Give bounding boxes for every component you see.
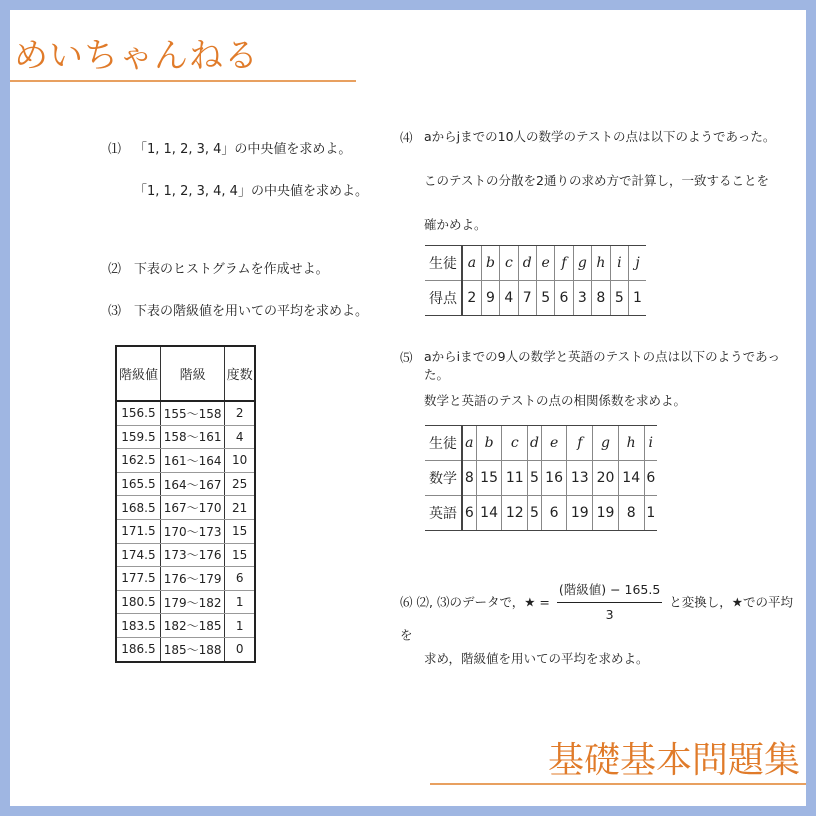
- collection-title: 基礎基本問題集: [547, 740, 800, 781]
- table-cell: f: [555, 246, 573, 281]
- table-cell: 5: [536, 281, 554, 316]
- table-cell: 5: [528, 496, 542, 531]
- table-cell: 176～179: [160, 567, 224, 591]
- table-row: [425, 246, 646, 281]
- table-cell: g: [573, 246, 591, 281]
- table-cell: 13: [567, 461, 593, 496]
- q6-pre: ⑵, ⑶のデータで，★ =: [416, 594, 550, 610]
- table-cell: 16: [541, 461, 567, 496]
- table-cell: 183.5: [116, 614, 160, 638]
- table-row: [116, 567, 255, 591]
- table-row: [116, 614, 255, 638]
- table-row: [425, 426, 657, 461]
- table-cell: 21: [225, 496, 255, 520]
- table-cell: 159.5: [116, 425, 160, 449]
- table-cell: b: [481, 246, 499, 281]
- table-cell: 4: [225, 425, 255, 449]
- table-cell: 階級: [160, 346, 224, 401]
- table-cell: 1: [644, 496, 657, 531]
- table-cell: h: [592, 246, 611, 281]
- table-cell: 20: [593, 461, 619, 496]
- table-cell: 8: [592, 281, 611, 316]
- q5-number: ⑸: [400, 350, 413, 365]
- table-cell: 15: [225, 519, 255, 543]
- table-cell: 185～188: [160, 637, 224, 661]
- q5-line2: 数学と英語のテストの点の相関係数を求めよ。: [424, 393, 687, 408]
- q1-line1: 「1, 1, 2, 3, 4」の中央値を求めよ。: [134, 142, 352, 157]
- table-cell: 174.5: [116, 543, 160, 567]
- table-cell: 4: [500, 281, 518, 316]
- q1-number: ⑴: [108, 142, 122, 157]
- q1-line2: 「1, 1, 2, 3, 4, 4」の中央値を求めよ。: [134, 184, 368, 199]
- q2-text: 下表のヒストグラムを作成せよ。: [134, 262, 329, 277]
- table-cell: 182～185: [160, 614, 224, 638]
- footer-underline: [430, 783, 806, 785]
- table-cell: 8: [618, 496, 644, 531]
- table-cell: 25: [225, 472, 255, 496]
- table-cell: 生徒: [425, 246, 462, 281]
- table-cell: 167～170: [160, 496, 224, 520]
- table-cell: i: [610, 246, 628, 281]
- q4-line3: 確かめよ。: [424, 217, 487, 232]
- table-cell: e: [536, 246, 554, 281]
- table-cell: a: [462, 246, 481, 281]
- table-cell: h: [618, 426, 644, 461]
- table-cell: 186.5: [116, 637, 160, 661]
- frequency-table: [115, 345, 256, 663]
- table-cell: 度数: [225, 346, 255, 401]
- q4-line2: このテストの分散を2通りの求め方で計算し，一致することを: [424, 173, 769, 188]
- table-cell: 156.5: [116, 401, 160, 425]
- q3-number: ⑶: [108, 304, 122, 319]
- title-underline: [10, 80, 356, 82]
- table-row: [425, 281, 646, 316]
- fraction-numerator: (階級値) − 165.5: [557, 580, 662, 603]
- table-cell: g: [593, 426, 619, 461]
- table-cell: 得点: [425, 281, 462, 316]
- table-cell: 6: [555, 281, 573, 316]
- q3-text: 下表の階級値を用いての平均を求めよ。: [134, 304, 369, 319]
- table-cell: 9: [481, 281, 499, 316]
- table-cell: 8: [462, 461, 476, 496]
- table-cell: 1: [225, 614, 255, 638]
- table-cell: 164～167: [160, 472, 224, 496]
- table-cell: 179～182: [160, 590, 224, 614]
- table-row: [116, 543, 255, 567]
- table-cell: 155～158: [160, 401, 224, 425]
- q6-line2: 求め，階級値を用いての平均を求めよ。: [424, 651, 649, 666]
- table-cell: 数学: [425, 461, 462, 496]
- table-row: [425, 461, 657, 496]
- table-cell: 1: [629, 281, 647, 316]
- table-row: [425, 496, 657, 531]
- table-cell: 158～161: [160, 425, 224, 449]
- table-cell: 6: [541, 496, 567, 531]
- table-cell: 1: [225, 590, 255, 614]
- table-cell: 19: [593, 496, 619, 531]
- table-cell: 14: [476, 496, 502, 531]
- q5-line1: aからiまでの9人の数学と英語のテストの点は以下のようであった。: [424, 349, 780, 382]
- fraction: [557, 580, 662, 625]
- table-cell: 0: [225, 637, 255, 661]
- table-cell: 168.5: [116, 496, 160, 520]
- table-cell: 180.5: [116, 590, 160, 614]
- table-header-row: [116, 346, 255, 401]
- table-cell: b: [476, 426, 502, 461]
- table-cell: 170～173: [160, 519, 224, 543]
- table-row: [116, 496, 255, 520]
- table-cell: 6: [225, 567, 255, 591]
- table-cell: e: [541, 426, 567, 461]
- table-cell: 165.5: [116, 472, 160, 496]
- table-cell: c: [500, 246, 518, 281]
- q6-post: と変換し，★での平均を: [400, 594, 794, 643]
- table-cell: 171.5: [116, 519, 160, 543]
- table-cell: 2: [225, 401, 255, 425]
- table-cell: 14: [618, 461, 644, 496]
- table-cell: 15: [476, 461, 502, 496]
- table-cell: i: [644, 426, 657, 461]
- table-row: [116, 472, 255, 496]
- table-cell: 19: [567, 496, 593, 531]
- table-cell: 階級値: [116, 346, 160, 401]
- table-cell: 162.5: [116, 449, 160, 473]
- table-cell: 6: [644, 461, 657, 496]
- table-cell: 5: [610, 281, 628, 316]
- math-english-table: [425, 425, 657, 531]
- table-cell: c: [502, 426, 528, 461]
- table-cell: a: [462, 426, 476, 461]
- table-cell: 5: [528, 461, 542, 496]
- table-row: [116, 401, 255, 425]
- worksheet-page: [10, 10, 806, 806]
- table-cell: 177.5: [116, 567, 160, 591]
- table-cell: 生徒: [425, 426, 462, 461]
- scores-table: [425, 245, 646, 316]
- table-cell: f: [567, 426, 593, 461]
- fraction-denominator: 3: [605, 607, 614, 622]
- table-cell: 2: [462, 281, 481, 316]
- table-cell: 15: [225, 543, 255, 567]
- table-cell: 161～164: [160, 449, 224, 473]
- q6-line1: [400, 580, 795, 646]
- q4-number: ⑷: [400, 130, 413, 145]
- table-row: [116, 425, 255, 449]
- table-cell: 10: [225, 449, 255, 473]
- table-cell: 173～176: [160, 543, 224, 567]
- channel-title: めいちゃんねる: [14, 36, 259, 76]
- table-cell: d: [518, 246, 536, 281]
- table-row: [116, 519, 255, 543]
- table-cell: 7: [518, 281, 536, 316]
- table-cell: 6: [462, 496, 476, 531]
- table-cell: 12: [502, 496, 528, 531]
- table-cell: j: [629, 246, 647, 281]
- table-cell: d: [528, 426, 542, 461]
- q4-line1: aからjまでの10人の数学のテストの点は以下のようであった。: [424, 129, 776, 144]
- table-row: [116, 637, 255, 661]
- table-row: [116, 449, 255, 473]
- q6-number: ⑹: [400, 594, 413, 610]
- table-cell: 11: [502, 461, 528, 496]
- q2-number: ⑵: [108, 262, 122, 277]
- table-cell: 英語: [425, 496, 462, 531]
- table-cell: 3: [573, 281, 591, 316]
- table-row: [116, 590, 255, 614]
